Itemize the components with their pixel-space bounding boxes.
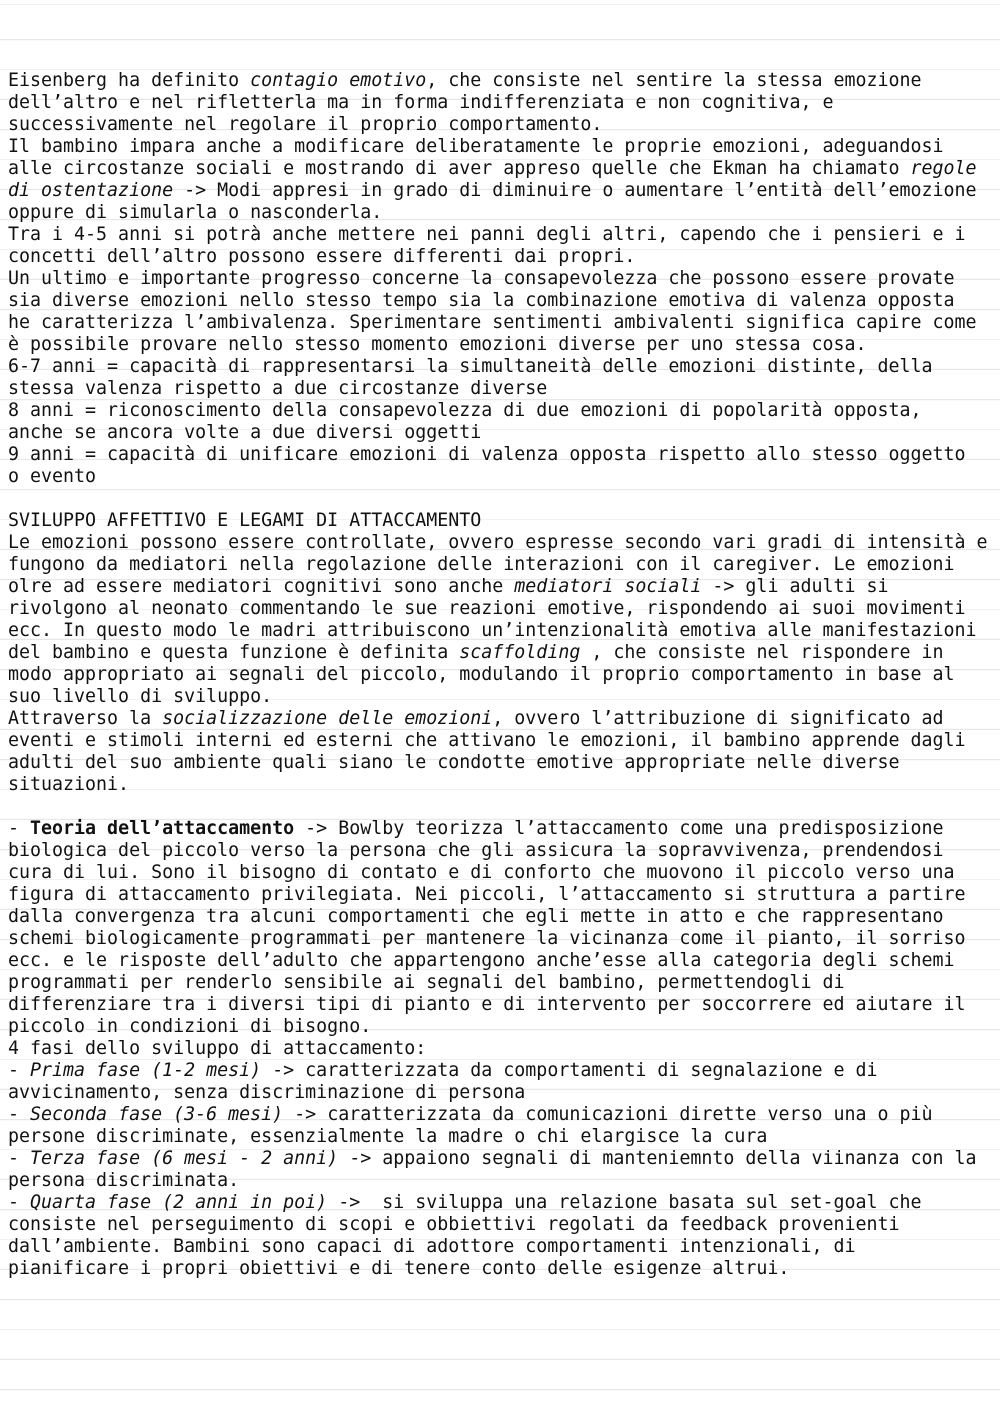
text-line [8, 1170, 993, 1192]
bold-term: Teoria dell’attaccamento [30, 818, 295, 839]
text-line [8, 70, 993, 92]
text-run: stessa valenza rispetto a due circostanze diverse [8, 378, 548, 399]
text-line [8, 1038, 993, 1060]
text-run: -> appaiono segnali di manteniemnto della viinanza con la [338, 1148, 977, 1169]
text-run: he caratterizza l’ambivalenza. Sperimentare sentimenti ambivalenti significa capire come [8, 312, 977, 333]
italic-term: contagio emotivo [250, 70, 427, 91]
text-line [8, 1148, 993, 1170]
text-line [8, 488, 993, 510]
text-line [8, 620, 993, 642]
text-run: o evento [8, 466, 97, 487]
text-line [8, 1126, 993, 1148]
text-run: alle circostanze sociali e mostrando di aver appreso quelle che Ekman ha chiamato [8, 158, 911, 179]
text-run: piccolo in condizioni di bisogno. [8, 1016, 372, 1037]
text-line [8, 884, 993, 906]
text-run: - [8, 1060, 31, 1081]
text-run: -> Bowlby teorizza l’attaccamento come una predisposizione [294, 818, 944, 839]
text-line [8, 906, 993, 928]
text-line [8, 510, 993, 532]
text-line [8, 1082, 993, 1104]
text-run: ecc. e le risposte dell’adulto che appartengono anche’esse alla categoria degli schemi [8, 950, 955, 971]
text-line [8, 972, 993, 994]
italic-term: Seconda fase (3-6 mesi) [30, 1104, 284, 1125]
italic-term: mediatori sociali [514, 576, 702, 597]
text-run: - [8, 1104, 31, 1125]
text-line [8, 114, 993, 136]
text-line [8, 1192, 993, 1214]
text-run: dalla convergenza tra alcuni comportamenti che egli mette in atto e che rappresentano [8, 906, 944, 927]
text-line [8, 532, 993, 554]
text-line [8, 840, 993, 862]
italic-term: scaffolding [459, 642, 581, 663]
document-text [8, 70, 993, 1280]
text-line [8, 1104, 993, 1126]
text-line [8, 466, 993, 488]
text-run: Attraverso la [8, 708, 163, 729]
text-run: Eisenberg ha definito [8, 70, 251, 91]
text-line [8, 92, 993, 114]
text-line [8, 708, 993, 730]
text-line [8, 356, 993, 378]
text-run: differenziare tra i diversi tipi di pianto e di intervento per soccorrere ed aiutare il [8, 994, 966, 1015]
text-run: adulti del suo ambiente quali siano le condotte emotive appropriate nelle diverse [8, 752, 900, 773]
text-line [8, 158, 993, 180]
text-run: SVILUPPO AFFETTIVO E LEGAMI DI ATTACCAMENTO [8, 510, 482, 531]
text-run: , ovvero l’attribuzione di significato ad [492, 708, 944, 729]
text-run: -> Modi appresi in grado di diminuire o aumentare l’entità dell’emozione [173, 180, 977, 201]
text-line [8, 554, 993, 576]
text-line [8, 950, 993, 972]
text-run: 8 anni = riconoscimento della consapevolezza di due emozioni di popolarità opposta, [8, 400, 922, 421]
text-line [8, 642, 993, 664]
text-line [8, 290, 993, 312]
text-line [8, 1016, 993, 1038]
text-run: schemi biologicamente programmati per mantenere la vicinanza come il pianto, il sorriso [8, 928, 966, 949]
text-run: eventi e stimoli interni ed esterni che attivano le emozioni, il bambino apprende dagli [8, 730, 966, 751]
text-line [8, 576, 993, 598]
text-run: 6-7 anni = capacità di rappresentarsi la simultaneità delle emozioni distinte, della [8, 356, 933, 377]
text-run: concetti dell’altro possono essere differenti dai propri. [8, 246, 636, 267]
text-line [8, 796, 993, 818]
italic-term: di ostentazione [8, 180, 174, 201]
text-run: biologica del piccolo verso la persona che gli assicura la sopravvivenza, prendendosi [8, 840, 944, 861]
text-run: anche se ancora volte a due diversi oggetti [8, 422, 482, 443]
text-run: è possibile provare nello stesso momento emozioni diverse per uno stessa cosa. [8, 334, 867, 355]
text-run: sia diverse emozioni nello stesso tempo sia la combinazione emotiva di valenza opposta [8, 290, 955, 311]
text-line [8, 180, 993, 202]
text-line [8, 994, 993, 1016]
text-line [8, 1214, 993, 1236]
text-line [8, 202, 993, 224]
text-line [8, 1060, 993, 1082]
text-line [8, 664, 993, 686]
text-run: situazioni. [8, 774, 130, 795]
text-run: -> si sviluppa una relazione basata sul set-goal che [327, 1192, 922, 1213]
text-run: persona discriminata. [8, 1170, 240, 1191]
text-run: Un ultimo e importante progresso concerne la consapevolezza che possono essere provate [8, 268, 955, 289]
text-run: - [8, 1148, 31, 1169]
text-line [8, 752, 993, 774]
text-run: , che consiste nel sentire la stessa emozione [426, 70, 922, 91]
text-run: -> caratterizzata da comunicazioni dirette verso una o più [283, 1104, 933, 1125]
text-line [8, 224, 993, 246]
text-run: Il bambino impara anche a modificare deliberatamente le proprie emozioni, adeguandosi [8, 136, 944, 157]
text-line [8, 378, 993, 400]
text-line [8, 334, 993, 356]
text-run: - [8, 1192, 31, 1213]
text-run: del bambino e questa funzione è definita [8, 642, 460, 663]
text-run: 9 anni = capacità di unificare emozioni di valenza opposta rispetto allo stesso oggetto [8, 444, 966, 465]
text-run: figura di attaccamento privilegiata. Nei piccoli, l’attaccamento si struttura a partire [8, 884, 966, 905]
text-line [8, 246, 993, 268]
italic-term: regole [910, 158, 977, 179]
text-run: modo appropriato ai segnali del piccolo, modulando il proprio comportamento in base al [8, 664, 955, 685]
text-line [8, 928, 993, 950]
text-run: fungono da mediatori nella regolazione delle interazioni con il caregiver. Le emozioni [8, 554, 955, 575]
text-run: rivolgono al neonato commentando le sue reazioni emotive, rispondendo ai suoi movimenti [8, 598, 966, 619]
text-run: oppure di simularla o nasconderla. [8, 202, 383, 223]
text-line [8, 444, 993, 466]
text-run: Tra i 4-5 anni si potrà anche mettere nei panni degli altri, capendo che i pensieri e i [8, 224, 966, 245]
text-line [8, 818, 993, 840]
text-line [8, 862, 993, 884]
text-run: consiste nel perseguimento di scopi e obbiettivi regolati da feedback provenienti [8, 1214, 900, 1235]
text-run: persone discriminate, essenzialmente la madre o chi elargisce la cura [8, 1126, 768, 1147]
text-line [8, 730, 993, 752]
text-run: programmati per renderlo sensibile ai segnali del bambino, permettendogli di [8, 972, 845, 993]
text-run: successivamente nel regolare il proprio comportamento. [8, 114, 603, 135]
text-line [8, 312, 993, 334]
italic-term: socializzazione delle emozioni [162, 708, 493, 729]
text-run: olre ad essere mediatori cognitivi sono anche [8, 576, 515, 597]
text-run: avvicinamento, senza discriminazione di persona [8, 1082, 526, 1103]
text-run: -> caratterizzata da comportamenti di segnalazione e di [261, 1060, 878, 1081]
text-run: dell’altro e nel rifletterla ma in forma indifferenziata e non cognitiva, e [8, 92, 834, 113]
italic-term: Prima fase (1-2 mesi) [30, 1060, 262, 1081]
text-line [8, 268, 993, 290]
text-run: , che consiste nel rispondere in [580, 642, 944, 663]
italic-term: Quarta fase (2 anni in poi) [30, 1192, 328, 1213]
text-run: -> gli adulti si [701, 576, 889, 597]
text-line [8, 422, 993, 444]
italic-term: Terza fase (6 mesi - 2 anni) [30, 1148, 339, 1169]
text-line [8, 1258, 993, 1280]
text-line [8, 686, 993, 708]
text-run: cura di lui. Sono il bisogno di contato e di conforto che muovono il piccolo verso una [8, 862, 955, 883]
text-run: 4 fasi dello sviluppo di attaccamento: [8, 1038, 427, 1059]
text-run: pianificare i propri obiettivi e di tenere conto delle esigenze altrui. [8, 1258, 790, 1279]
text-run: ecc. In questo modo le madri attribuiscono un’intenzionalità emotiva alle manifestazioni [8, 620, 977, 641]
text-line [8, 400, 993, 422]
text-run: suo livello di sviluppo. [8, 686, 273, 707]
text-line [8, 774, 993, 796]
text-line [8, 136, 993, 158]
text-run: dall’ambiente. Bambini sono capaci di adottore comportamenti intenzionali, di [8, 1236, 856, 1257]
text-line [8, 1236, 993, 1258]
text-line [8, 598, 993, 620]
text-run: - [8, 818, 31, 839]
text-run: Le emozioni possono essere controllate, ovvero espresse secondo vari gradi di intensità e [8, 532, 988, 553]
